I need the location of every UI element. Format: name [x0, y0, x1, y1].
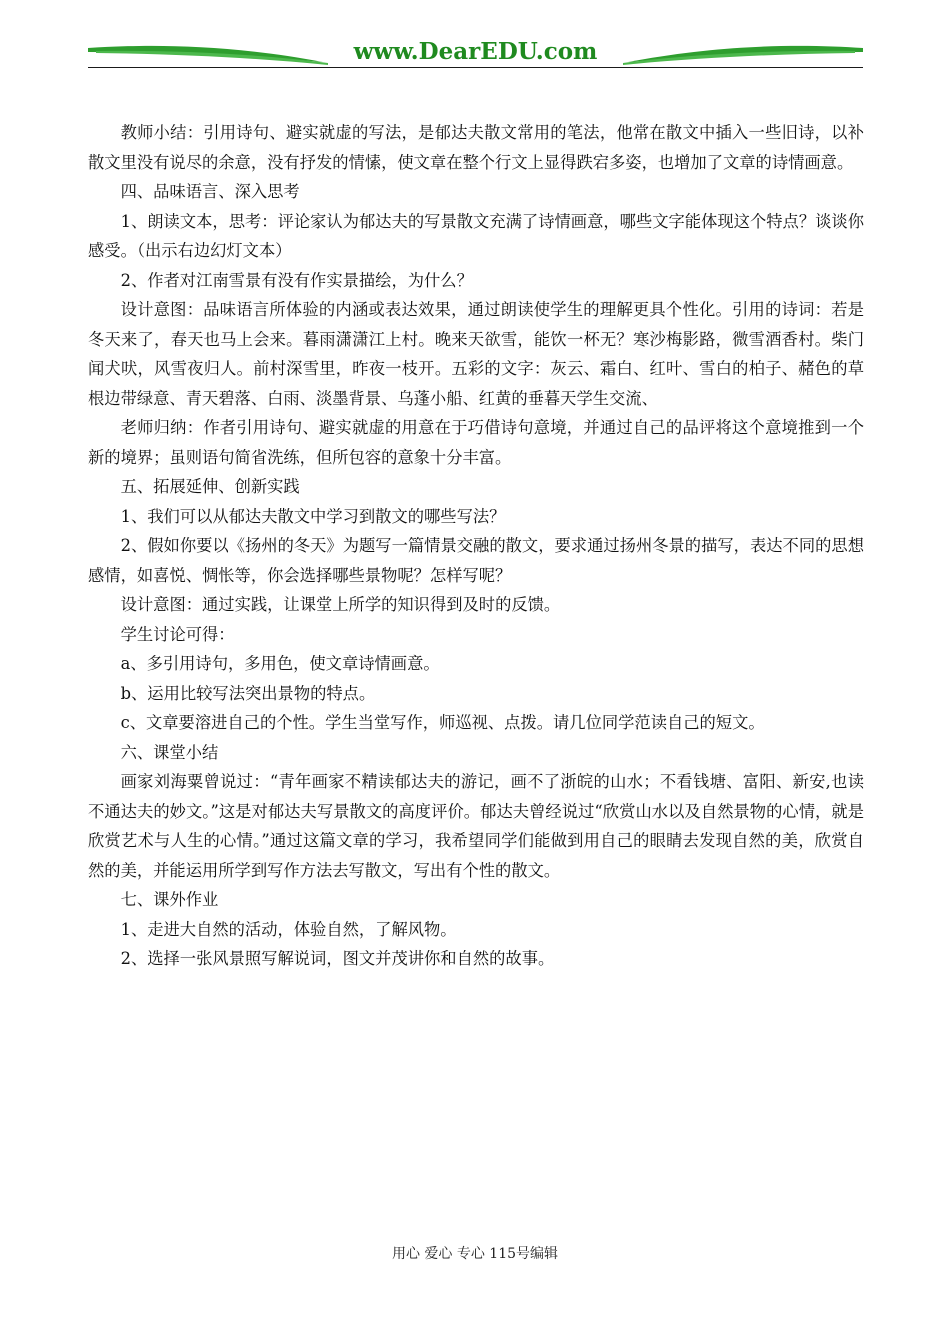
paragraph: 画家刘海粟曾说过：“青年画家不精读郁达夫的游记，画不了浙皖的山水；不看钱塘、富阳、新安,也读不通达夫的妙文。”这是对郁达夫写景散文的高度评价。郁达夫曾经说过“欣赏山水以及自然景物的心情，就是欣赏艺术与人生的心情。”通过这篇文章的学习，我希望同学们能做到用自己的眼睛去发现自然的美，欣赏自然的美，并能运用所学到写作方法去写散文，写出有个性的散文。 — [88, 772, 864, 880]
paragraph: 2、选择一张风景照写解说词，图文并茂讲你和自然的故事。 — [120, 949, 555, 968]
header-divider — [88, 67, 863, 68]
paragraph: 老师归纳：作者引用诗句、避实就虚的用意在于巧借诗句意境，并通过自己的品评将这个意境推到一个新的境界；虽则语句简省洗练，但所包容的意象十分丰富。 — [88, 418, 864, 467]
list-item: a、多引用诗句，多用色，使文章诗情画意。 — [120, 654, 440, 673]
list-item: b、运用比较写法突出景物的特点。 — [120, 683, 376, 703]
site-name: www.DearEDU.com — [353, 38, 598, 65]
paragraph: 1、朗读文本，思考：评论家认为郁达夫的写景散文充满了诗情画意，哪些文字能体现这个特点？谈谈你感受。（出示右边幻灯文本） — [88, 211, 864, 260]
section-heading: 四、品味语言、深入思考 — [120, 182, 300, 201]
paragraph: 设计意图：品味语言所体验的内涵或表达效果，通过朗读使学生的理解更具个性化。引用的诗词：若是冬天来了，春天也马上会来。暮雨潇潇江上村。晚来天欲雪，能饮一杯无？寒沙梅影路，微雪酒香村。柴门闻犬吠，风雪夜归人。前村深雪里，昨夜一枝开。五彩的文字：灰云、霜白、红叶、雪白的柏子、赭色的草根边带绿意、青天碧落、白雨、淡墨背景、乌蓬小船、红黄的垂暮天学生交流、 — [88, 300, 864, 408]
page-footer: 用心 爱心 专心 115号编辑 — [391, 1246, 559, 1262]
paragraph: 2、作者对江南雪景有没有作实景描绘，为什么？ — [120, 270, 473, 290]
section-heading: 六、课堂小结 — [120, 742, 219, 762]
section-heading: 七、课外作业 — [120, 890, 219, 909]
paragraph: 2、假如你要以《扬州的冬天》为题写一篇情景交融的散文，要求通过扬州冬景的描写，表达不同的思想感情，如喜悦、惆怅等，你会选择哪些景物呢？怎样写呢？ — [88, 536, 864, 585]
paragraph: 学生讨论可得： — [120, 624, 235, 644]
list-item: c、文章要溶进自己的个性。学生当堂写作，师巡视、点拨。请几位同学范读自己的短文。 — [120, 713, 765, 732]
page-header — [88, 36, 863, 72]
paragraph: 教师小结：引用诗句、避实就虚的写法，是郁达夫散文常用的笔法，他常在散文中插入一些旧诗，以补散文里没有说尽的余意，没有抒发的情愫，使文章在整个行文上显得跌宕多姿，也增加了文章的诗情画意。 — [88, 123, 864, 172]
paragraph: 1、我们可以从郁达夫散文中学习到散文的哪些写法？ — [120, 506, 506, 526]
document-body — [88, 118, 864, 974]
paragraph: 设计意图：通过实践，让课堂上所学的知识得到及时的反馈。 — [120, 595, 561, 614]
paragraph: 1、走进大自然的活动，体验自然，了解风物。 — [120, 919, 457, 939]
section-heading: 五、拓展延伸、创新实践 — [120, 477, 300, 496]
